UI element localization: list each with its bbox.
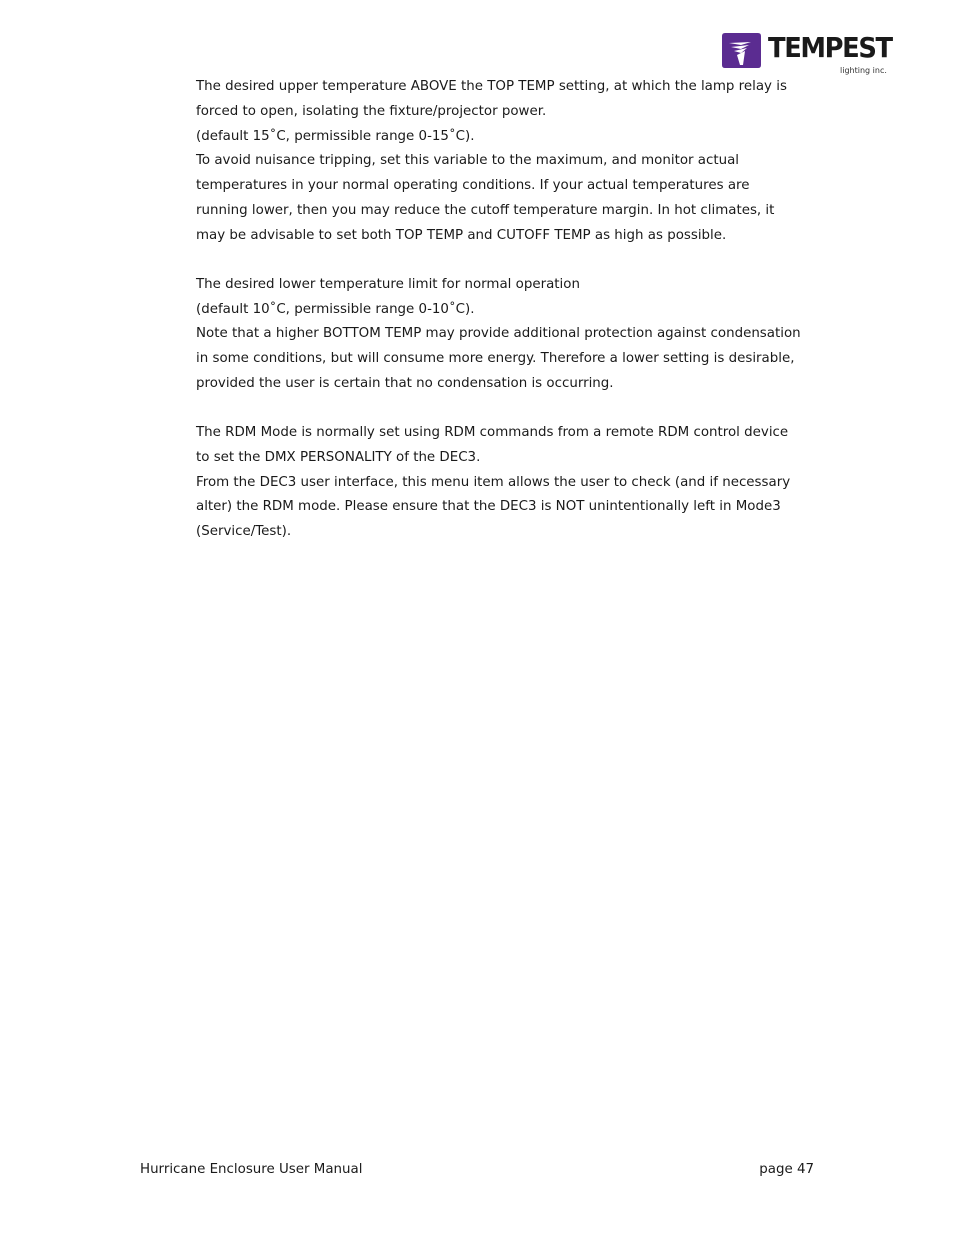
tempest-logo-mark-icon [721,30,762,71]
document-body [196,75,816,570]
text-line: (default 15˚C, permissible range 0-15˚C). [196,128,475,144]
text-line: to set the DMX PERSONALITY of the DEC3. [196,449,481,465]
text-line: in some conditions, but will consume more energy. Therefore a lower setting is desirable, [196,351,795,367]
text-line: provided the user is certain that no condensation is occurring. [196,375,614,391]
text-line: To avoid nuisance tripping, set this variable to the maximum, and monitor actual [196,153,739,169]
text-line: running lower, then you may reduce the cutoff temperature margin. In hot climates, it [196,202,775,218]
text-line: The desired lower temperature limit for normal operation [196,276,580,292]
paragraph-cutoff-temp [196,75,816,248]
logo-subtext: lighting inc. [840,66,887,75]
logo-wordmark: TEMPEST [768,31,892,64]
text-line: (Service/Test). [196,524,292,540]
text-line: The RDM Mode is normally set using RDM commands from a remote RDM control device [196,425,789,441]
text-line: temperatures in your normal operating conditions. If your actual temperatures are [196,178,750,193]
paragraph-rdm-mode [196,421,816,545]
text-line: forced to open, isolating the fixture/projector power. [196,103,547,119]
text-line: (default 10˚C, permissible range 0-10˚C). [196,301,475,317]
footer-page-number: page 47 [759,1162,814,1177]
text-line: The desired upper temperature ABOVE the TOP TEMP setting, at which the lamp relay is [196,79,787,94]
footer-document-title: Hurricane Enclosure User Manual [140,1162,363,1177]
tempest-logo [721,30,893,76]
text-line: From the DEC3 user interface, this menu item allows the user to check (and if necessary [196,474,791,490]
paragraph-bottom-temp [196,273,816,397]
text-line: may be advisable to set both TOP TEMP and CUTOFF TEMP as high as possible. [196,227,727,243]
text-line: alter) the RDM mode. Please ensure that the DEC3 is NOT unintentionally left in Mode3 [196,499,781,515]
text-line: Note that a higher BOTTOM TEMP may provide additional protection against condensation [196,326,801,342]
